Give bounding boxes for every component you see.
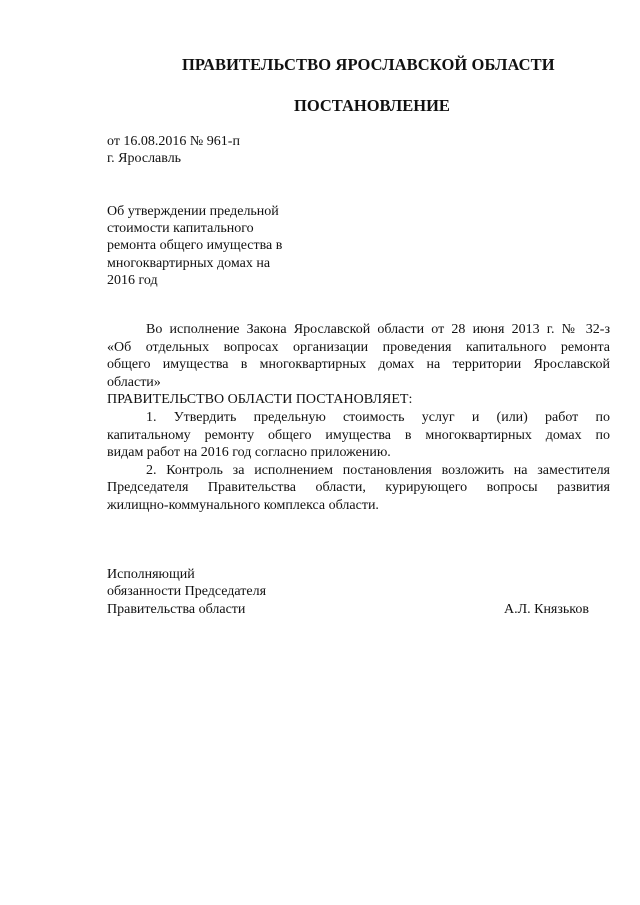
item-1-line: 1. Утвердить предельную стоимость услуг и (или) работ по xyxy=(146,409,610,425)
document-title xyxy=(107,203,317,289)
title-line: многоквартирных домах на xyxy=(107,255,271,271)
title-line: Об утверждении предельной xyxy=(107,204,279,219)
signer-position-line: Исполняющий xyxy=(107,567,195,582)
item-2-line: 2. Контроль за исполнением постановления возложить на заместителя xyxy=(146,462,610,478)
signer-name: А.Л. Князьков xyxy=(504,601,589,617)
city: г. Ярославль xyxy=(107,151,182,166)
title-line: 2016 год xyxy=(107,272,158,288)
item-1-line: капитальному ремонту общего имущества в многоквартирных домах по xyxy=(107,427,610,443)
title-line: стоимости капитального xyxy=(107,221,254,237)
title-line: ремонта общего имущества в xyxy=(107,238,283,254)
government-heading: ПРАВИТЕЛЬСТВО ЯРОСЛАВСКОЙ ОБЛАСТИ xyxy=(182,55,555,74)
item-2-line: Председателя Правительства области, курирующего вопросы развития xyxy=(107,480,610,496)
resolves-line: ПРАВИТЕЛЬСТВО ОБЛАСТИ ПОСТАНОВЛЯЕТ: xyxy=(107,392,413,408)
signer-position-line: Правительства области xyxy=(107,601,246,617)
item-2-line: жилищно-коммунального комплекса области. xyxy=(107,497,379,513)
item-1-line: видам работ на 2016 год согласно приложению. xyxy=(107,445,391,461)
document-type-heading: ПОСТАНОВЛЕНИЕ xyxy=(294,96,450,115)
body-line: «Об отдельных вопросах организации проведения капитального ремонта xyxy=(107,339,610,355)
signature-block xyxy=(107,566,589,618)
date-number: от 16.08.2016 № 961-п xyxy=(107,134,240,149)
body-line: общего имущества в многоквартирных домах на территории Ярославской xyxy=(107,357,610,373)
body-line: области» xyxy=(107,374,161,390)
document-meta xyxy=(107,133,240,167)
body-line: Во исполнение Закона Ярославской области от 28 июня 2013 г. № 32-з xyxy=(146,322,610,337)
signer-position-line: обязанности Председателя xyxy=(107,584,267,600)
document-body xyxy=(107,321,610,515)
